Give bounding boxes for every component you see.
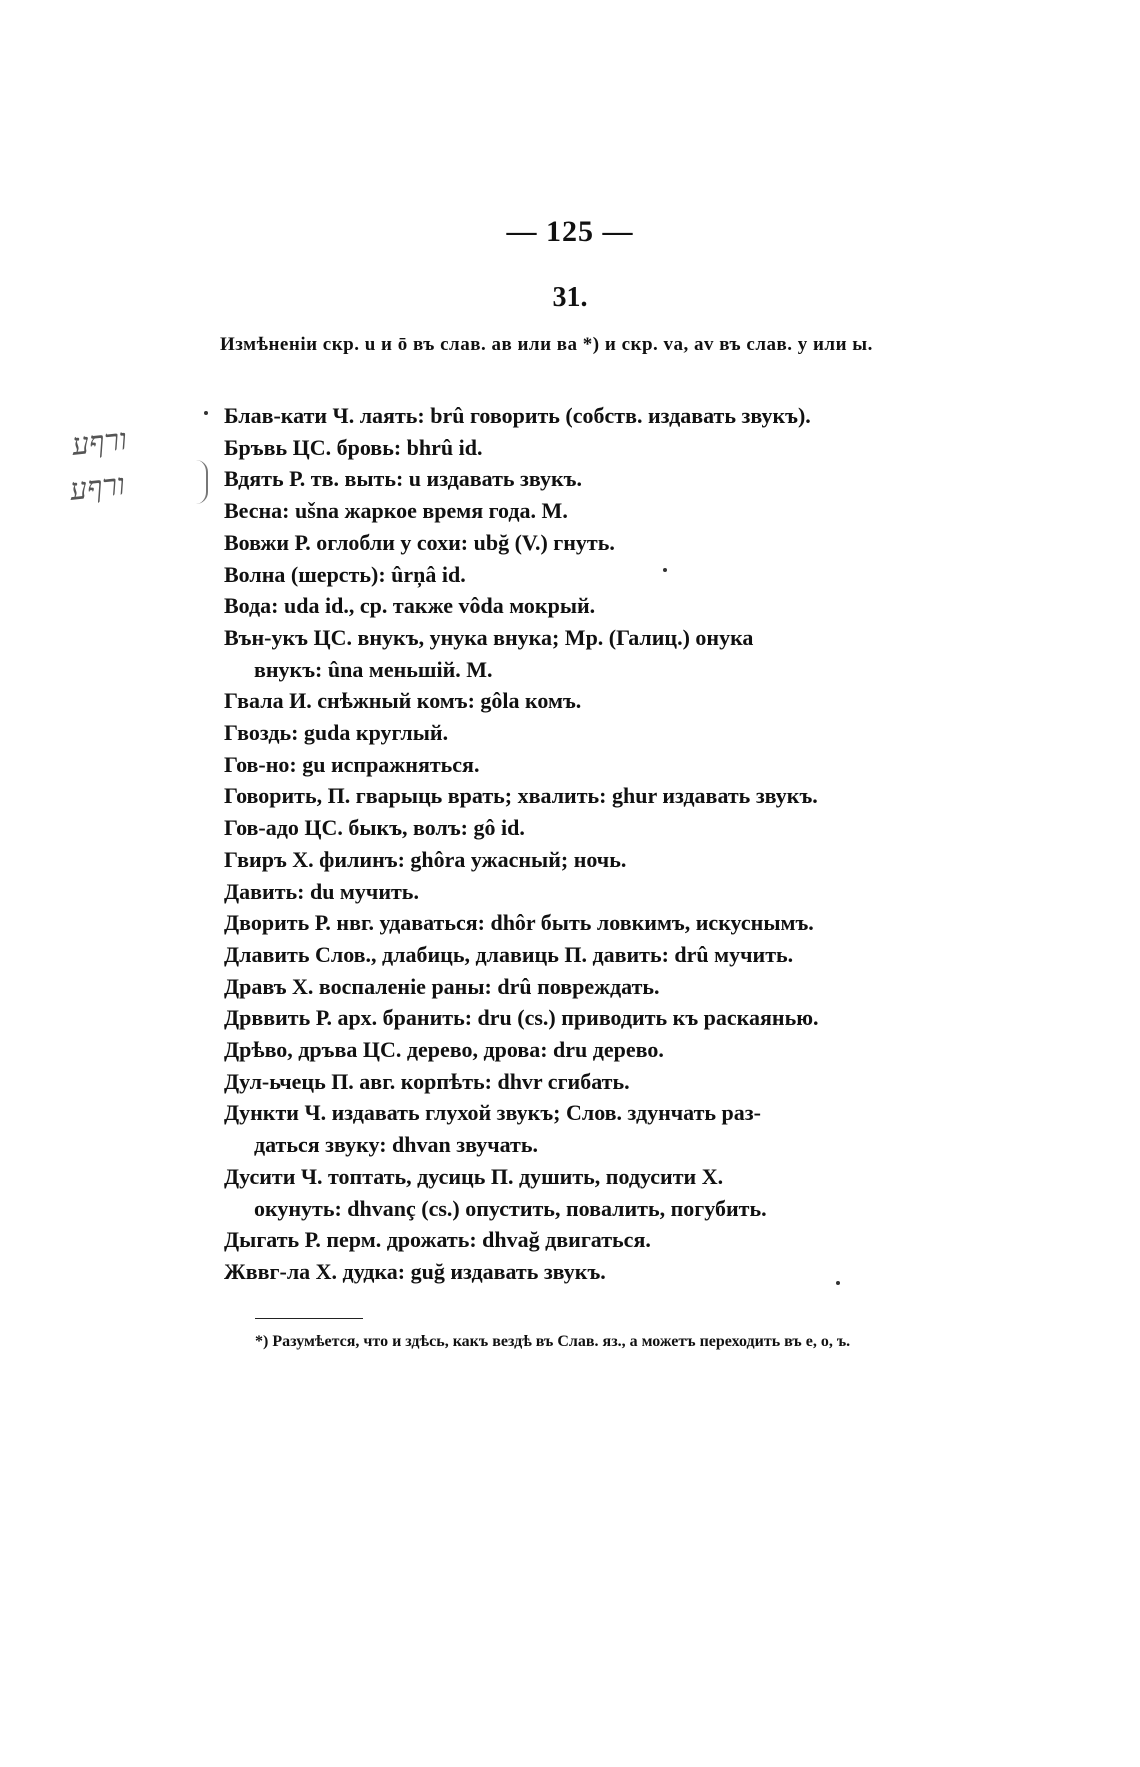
dictionary-entry [224, 1097, 886, 1160]
entry-text: Бръвь ЦС. бровь: bhrû id. [224, 434, 483, 460]
footnote: *) Разумѣется, что и здѣсь, какъ вездѣ въ Слав. яз., а можетъ переходить въ е, о, ъ. [255, 1333, 851, 1350]
entry-text: Длавить Слов., длабиць, длавиць П. давить: drû мучить. [224, 941, 794, 967]
dictionary-entry [224, 622, 886, 685]
dictionary-entry [224, 939, 886, 971]
dictionary-entry [224, 1066, 886, 1098]
dictionary-entry [224, 812, 886, 844]
margin-bracket-mark [196, 460, 208, 504]
dictionary-entry [224, 1002, 886, 1034]
dictionary-entry [224, 907, 886, 939]
entry-list [224, 400, 886, 1288]
entry-text: Весна: ušna жаркое время года. М. [224, 498, 568, 524]
entry-text: Гов-но: gu испражняться. [224, 751, 480, 777]
footnote-divider [255, 1318, 363, 1319]
dictionary-entry [224, 844, 886, 876]
section-heading: Измѣненіи скр. u и ō въ слав. ав или ва *) и скр. va, av въ слав. у или ы. [220, 334, 873, 355]
entry-text: Вода: uda id., ср. также vôda мокрый. [224, 593, 596, 619]
entry-text: Дравъ Х. воспаленіе раны: drû повреждать. [224, 973, 660, 999]
dictionary-entry [224, 749, 886, 781]
dictionary-entry [224, 1034, 886, 1066]
dictionary-entry [224, 495, 886, 527]
dictionary-entry [224, 876, 886, 908]
dictionary-entry [224, 971, 886, 1003]
entry-text: Блав-кати Ч. лаять: brû говорить (собств. издавать звукъ). [224, 403, 811, 428]
entry-text: Дыгать Р. перм. дрожать: dhvağ двигаться. [224, 1227, 651, 1253]
entry-text: Жввг-ла Х. дудка: guğ издавать звукъ. [224, 1258, 606, 1284]
margin-note: ורףע [68, 467, 127, 508]
entry-continuation: даться звуку: dhvan звучать. [254, 1132, 538, 1158]
entry-text: Дворить Р. нвг. удаваться: dhôr быть ловкимъ, искуснымъ. [224, 910, 814, 936]
entry-continuation: окунуть: dhvanç (cs.) опустить, повалить, погубить. [254, 1195, 767, 1221]
entry-text: Гвиръ Х. филинъ: ghôra ужасный; ночь. [224, 846, 627, 872]
dictionary-entry [224, 717, 886, 749]
entry-text: Вдять Р. тв. выть: u издавать звукъ. [224, 466, 583, 492]
dictionary-entry [224, 780, 886, 812]
entry-text: Дул-ьчець П. авг. корпѣть: dhvr сгибать. [224, 1068, 630, 1094]
margin-note: ורףע [70, 422, 129, 463]
dictionary-entry [224, 463, 886, 495]
stray-dot [204, 411, 208, 415]
entry-text: Дрѣво, дръва ЦС. дерево, дрова: dru дерево. [224, 1037, 664, 1063]
dictionary-entry [224, 432, 886, 464]
dictionary-entry [224, 1256, 886, 1288]
dictionary-entry [224, 559, 886, 591]
entry-text: Дусити Ч. топтать, дусиць П. душить, подусити Х. [224, 1163, 724, 1189]
entry-text: Давить: du мучить. [224, 878, 419, 904]
dictionary-entry [224, 685, 886, 717]
entry-text: Гвоздь: guda круглый. [224, 720, 449, 746]
dictionary-entry [224, 590, 886, 622]
dictionary-entry [224, 400, 886, 432]
entry-text: Гов-адо ЦС. быкъ, волъ: gô id. [224, 815, 525, 841]
entry-text: Волна (шерсть): ûrņâ id. [224, 561, 466, 587]
section-number: 31. [552, 282, 588, 313]
entry-text: Гвала И. снѣжный комъ: gôla комъ. [224, 688, 582, 714]
dictionary-entry [224, 1161, 886, 1224]
entry-text: Вовжи Р. оглобли у сохи: ubğ (V.) гнуть. [224, 529, 615, 555]
dictionary-entry [224, 527, 886, 559]
entry-continuation: внукъ: ûna меньшій. М. [254, 656, 493, 682]
entry-text: Вън-укъ ЦС. внукъ, унука внука; Мр. (Галиц.) онука [224, 624, 754, 650]
dictionary-entry [224, 1224, 886, 1256]
entry-text: Говорить, П. гварыць врать; хвалить: ghur издавать звукъ. [224, 783, 818, 809]
entry-text: Дрввить Р. арх. бранить: dru (cs.) приводить къ раскаянью. [224, 1005, 819, 1031]
entry-text: Дункти Ч. издавать глухой звукъ; Слов. здунчать раз- [224, 1100, 761, 1126]
page-number: — 125 — [506, 215, 634, 248]
